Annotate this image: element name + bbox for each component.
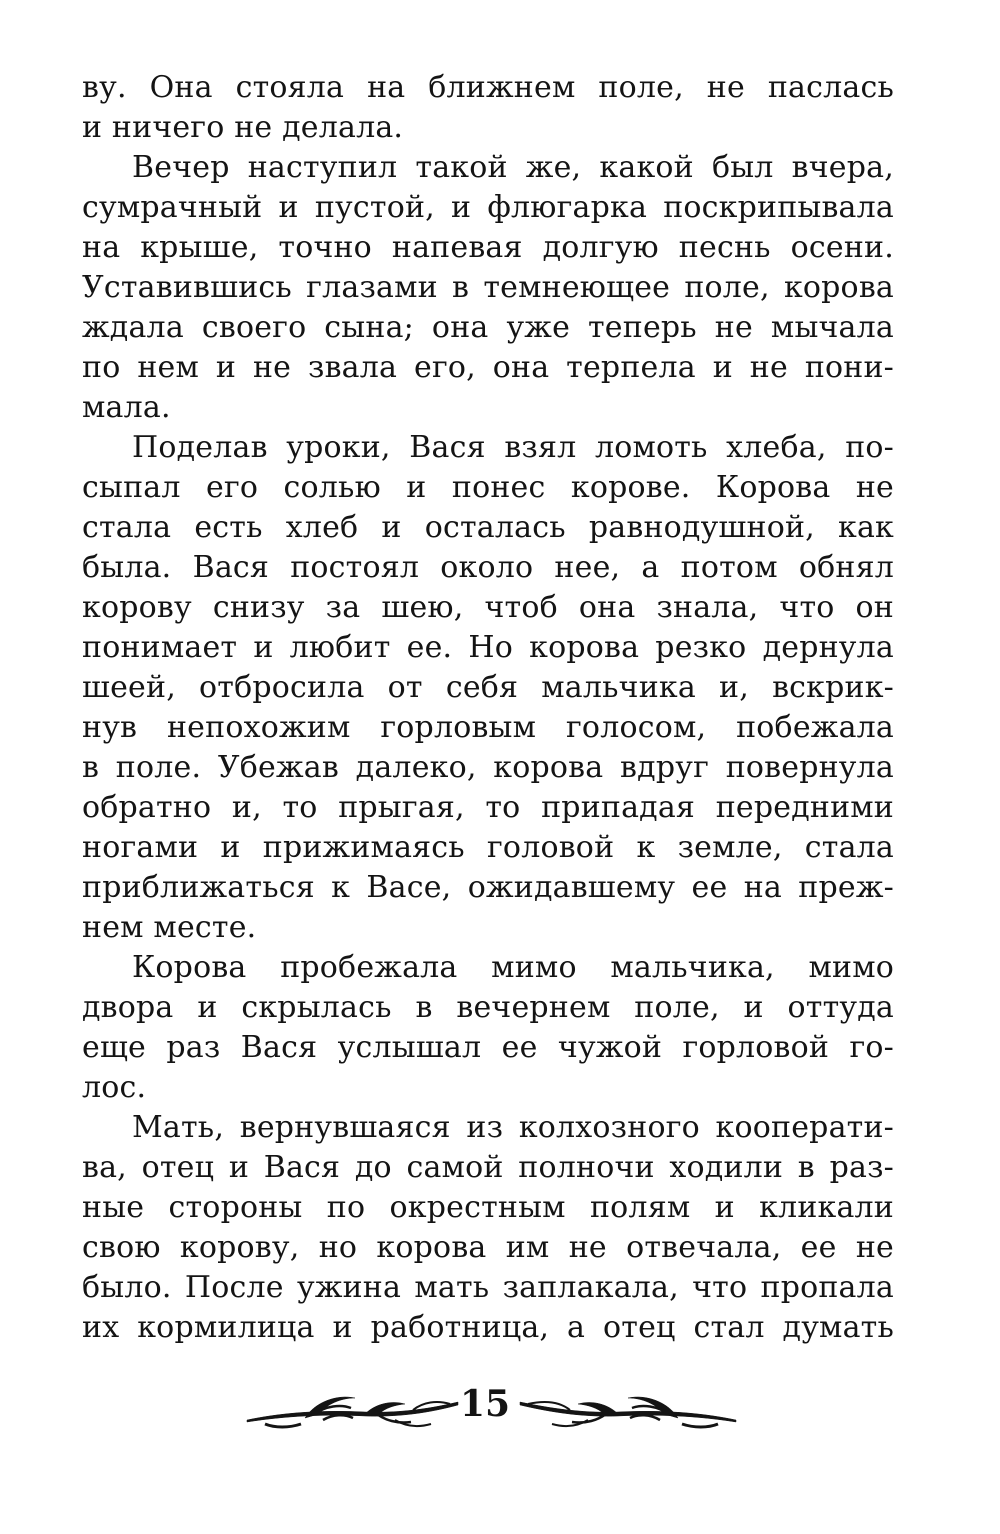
text-line: обратно и, то прыгая, то припадая передними [82,790,894,825]
text-line: свою корову, но корова им не отвечала, ее не [82,1230,894,1265]
text-line: Корова пробежала мимо мальчика, мимо [132,950,894,985]
book-page-text [82,68,894,1348]
text-line: нув непохожим горловым голосом, побежала [82,710,894,745]
text-line: еще раз Вася услышал ее чужой горловой го- [82,1030,894,1065]
text-line: корову снизу за шею, чтоб она знала, что он [82,590,894,625]
text-line: сумрачный и пустой, и флюгарка поскрипывала [82,190,894,225]
text-line: была. Вася постоял около нее, а потом обнял [82,550,894,585]
page-number: 15 [459,1383,511,1425]
text-line: Уставившись глазами в темнеющее поле, корова [82,270,894,305]
text-line: шеей, отбросила от себя мальчика и, вскрик- [82,670,894,705]
text-line: Вечер наступил такой же, какой был вчера, [132,150,894,185]
flourish-ornament-icon [518,1380,738,1436]
text-line: ва, отец и Вася до самой полночи ходили в раз- [82,1150,894,1185]
text-line: по нем и не звала его, она терпела и не пони- [82,350,894,385]
text-line: ву. Она стояла на ближнем поле, не паслась [82,70,894,105]
flourish-ornament-icon [245,1380,460,1436]
text-line: было. После ужина мать заплакала, что пропала [82,1270,894,1305]
text-line: ногами и прижимаясь головой к земле, стала [82,830,894,865]
text-line: мала. [82,390,171,425]
text-line: стала есть хлеб и осталась равнодушной, как [82,510,894,545]
page-footer [0,1380,1000,1440]
text-line: в поле. Убежав далеко, корова вдруг повернула [82,750,894,785]
text-line: ждала своего сына; она уже теперь не мычала [82,310,894,345]
text-line: лос. [82,1070,147,1105]
text-line: Поделав уроки, Вася взял ломоть хлеба, по- [132,430,894,465]
text-line: нем месте. [82,910,257,945]
text-line: сыпал его солью и понес корове. Корова не [82,470,894,505]
text-line: понимает и любит ее. Но корова резко дернула [82,630,894,665]
text-line: ные стороны по окрестным полям и кликали [82,1190,894,1225]
text-line: приближаться к Васе, ожидавшему ее на преж- [82,870,894,905]
text-line: их кормилица и работница, а отец стал думать [82,1310,894,1345]
text-line: и ничего не делала. [82,110,404,145]
text-line: двора и скрылась в вечернем поле, и оттуда [82,990,894,1025]
text-line: на крыше, точно напевая долгую песнь осени. [82,230,894,265]
text-line: Мать, вернувшаяся из колхозного кооперати- [132,1110,894,1145]
